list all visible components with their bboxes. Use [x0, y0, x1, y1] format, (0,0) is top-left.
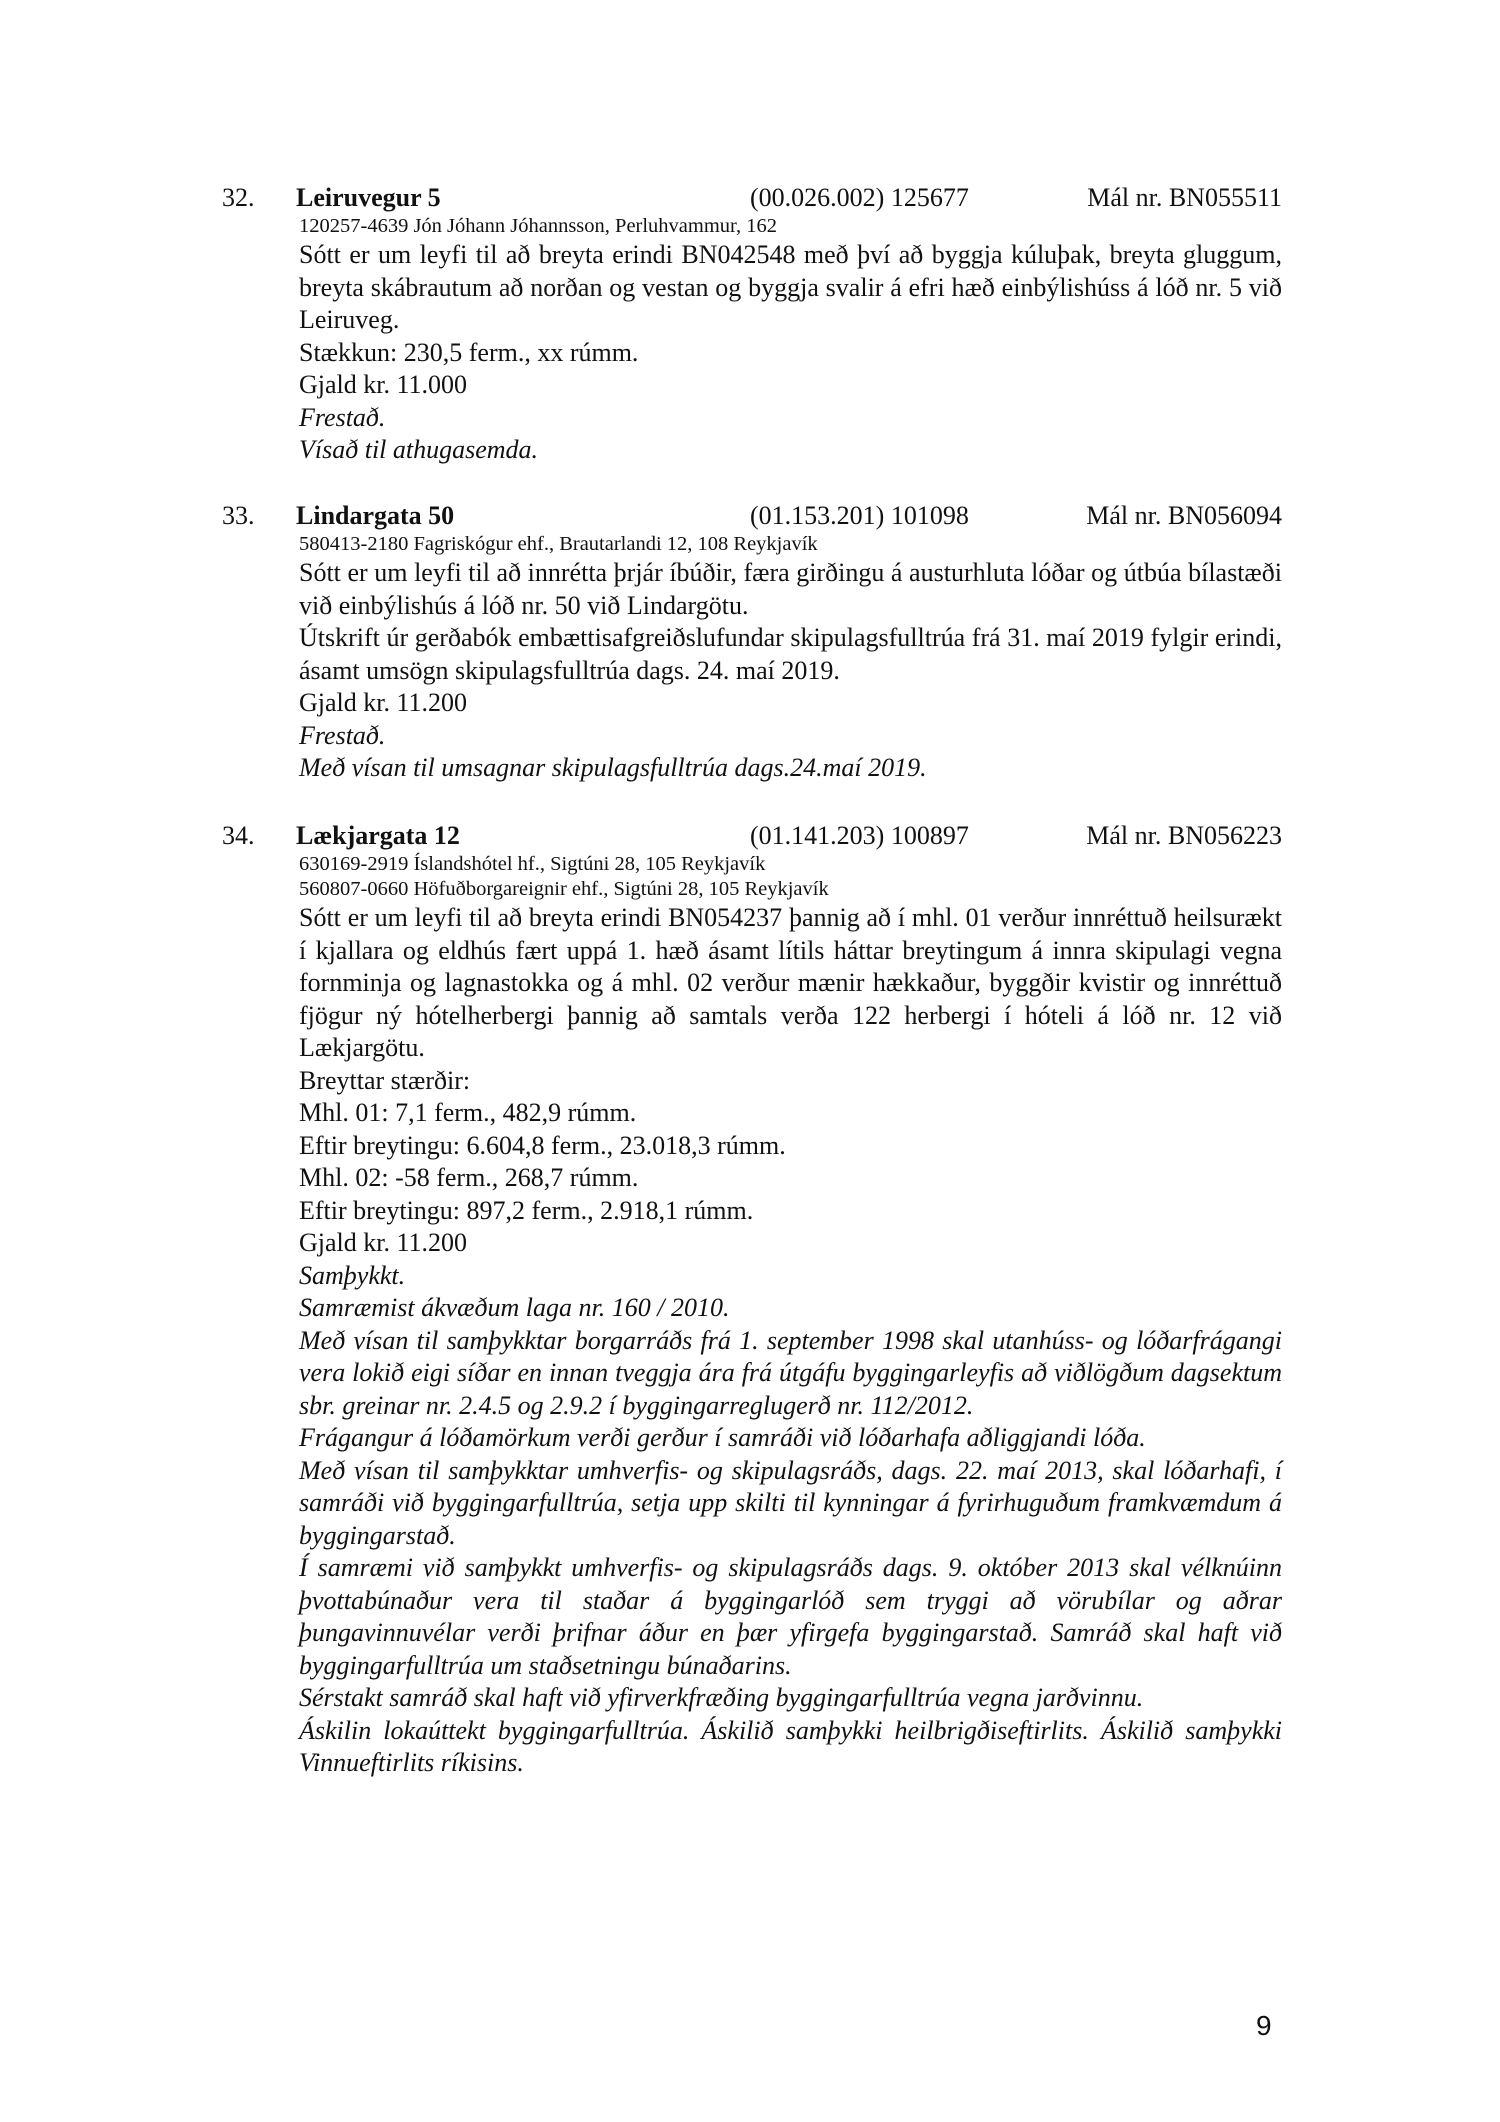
- case-reference: (00.026.002) 125677: [750, 183, 969, 212]
- case-body: [299, 214, 1282, 467]
- case-header: [222, 182, 1282, 214]
- fee-line: Gjald kr. 11.200: [299, 1228, 468, 1257]
- case-number: 33.: [222, 501, 255, 530]
- case-description: Sótt er um leyfi til að breyta erindi BN042548 með því að byggja kúluþak, breyta gluggum, breyta skábrautum að norðan og vestan og byggja svalir á efri hæð einbýlishúss á lóð nr. 5 við Leiruveg.: [299, 240, 1282, 334]
- applicant: 120257-4639 Jón Jóhann Jóhannsson, Perluhvammur, 162: [299, 215, 778, 237]
- fee-line: Gjald kr. 11.200: [299, 688, 468, 717]
- case-number: 34.: [222, 821, 255, 850]
- case-32: [222, 182, 1282, 467]
- case-body: [299, 532, 1282, 785]
- decision-line: Með vísan til samþykktar umhverfis- og skipulagsráðs, dags. 22. maí 2013, skal lóðarhafi, í samráði við byggingarfulltrúa, setja upp skilti til kynningar á fyrirhuguðum framkvæmdum á byggingarstað.: [299, 1455, 1282, 1550]
- decision-line: Frestað.: [299, 402, 386, 432]
- case-id: Mál nr. BN056094: [1086, 501, 1282, 530]
- detail-line: Breyttar stærðir:: [299, 1065, 471, 1095]
- decision-line: Frestað.: [299, 720, 386, 750]
- decision-line: Með vísan til samþykktar borgarráðs frá 1. september 1998 skal utanhúss- og lóðarfrágangi vera lokið eigi síðar en innan tveggja ára frá útgáfu byggingarleyfis að viðlögðum dagsektum sbr. greinar nr. 2.4.5 og 2.9.2 í byggingarreglugerð nr. 112/2012.: [299, 1325, 1282, 1420]
- case-reference: (01.153.201) 101098: [750, 501, 969, 530]
- case-33: [222, 500, 1282, 785]
- applicant: 630169-2919 Íslandshótel hf., Sigtúni 28, 105 Reykjavík: [299, 853, 766, 875]
- case-description: Sótt er um leyfi til að breyta erindi BN054237 þannig að í mhl. 01 verður innréttuð heilsurækt í kjallara og eldhús fært uppá 1. hæð ásamt lítils háttar breytingum á innra skipulagi vegna fornminja og lagnastokka og á mhl. 02 verður mænir hækkaður, byggðir kvistir og innréttuð fjögur ný hótelherbergi þannig að samtals verða 122 herbergi í hóteli á lóð nr. 12 við Lækjargötu.: [299, 903, 1282, 1062]
- decision-line: Í samræmi við samþykkt umhverfis- og skipulagsráðs dags. 9. október 2013 skal vélknúinn þvottabúnaður vera til staðar á byggingarlóð sem tryggi að vörubílar og aðrar þungavinnuvélar verði þrifnar áður en þær yfirgefa byggingarstað. Samráð skal haft við byggingarfulltrúa um staðsetningu búnaðarins.: [299, 1553, 1282, 1680]
- detail-line: Mhl. 02: -58 ferm., 268,7 rúmm.: [299, 1163, 639, 1192]
- case-address: Leiruvegur 5: [296, 183, 441, 212]
- case-header: [222, 500, 1282, 532]
- fee-line: Gjald kr. 11.000: [299, 370, 468, 399]
- decision-line: Áskilin lokaúttekt byggingarfulltrúa. Áskilið samþykki heilbrigðiseftirlits. Áskilið samþykki Vinnueftirlits ríkisins.: [299, 1715, 1282, 1777]
- case-header: [222, 820, 1282, 852]
- decision-line: Sérstakt samráð skal haft við yfirverkfræðing byggingarfulltrúa vegna jarðvinnu.: [299, 1683, 1144, 1712]
- applicant: 580413-2180 Fagriskógur ehf., Brautarlandi 12, 108 Reykjavík: [299, 533, 818, 555]
- case-description: Sótt er um leyfi til að innrétta þrjár íbúðir, færa girðingu á austurhluta lóðar og útbúa bílastæði við einbýlishús á lóð nr. 50 við Lindargötu.: [299, 558, 1282, 620]
- decision-line: Með vísan til umsagnar skipulagsfulltrúa dags.24.maí 2019.: [299, 753, 927, 782]
- detail-line: Stækkun: 230,5 ferm., xx rúmm.: [299, 337, 639, 367]
- applicant: 560807-0660 Höfuðborgareignir ehf., Sigtúni 28, 105 Reykjavík: [299, 878, 829, 900]
- decision-line: Samþykkt.: [299, 1260, 406, 1290]
- decision-line: Vísað til athugasemda.: [299, 435, 539, 464]
- case-id: Mál nr. BN055511: [1087, 183, 1282, 212]
- case-34: [222, 820, 1282, 1780]
- case-id: Mál nr. BN056223: [1086, 821, 1282, 850]
- detail-line: Eftir breytingu: 6.604,8 ferm., 23.018,3 rúmm.: [299, 1130, 786, 1160]
- decision-line: Samræmist ákvæðum laga nr. 160 / 2010.: [299, 1293, 730, 1322]
- case-address: Lindargata 50: [296, 501, 455, 530]
- case-number: 32.: [222, 183, 255, 212]
- page-number: 9: [1256, 2010, 1272, 2041]
- case-extra-note: Útskrift úr gerðabók embættisafgreiðslufundar skipulagsfulltrúa frá 31. maí 2019 fylgir erindi, ásamt umsögn skipulagsfulltrúa dags. 24. maí 2019.: [299, 623, 1282, 685]
- case-reference: (01.141.203) 100897: [750, 821, 969, 850]
- detail-line: Mhl. 01: 7,1 ferm., 482,9 rúmm.: [299, 1098, 637, 1127]
- case-address: Lækjargata 12: [296, 821, 460, 850]
- detail-line: Eftir breytingu: 897,2 ferm., 2.918,1 rúmm.: [299, 1195, 754, 1225]
- case-body: [299, 852, 1282, 1780]
- decision-line: Frágangur á lóðamörkum verði gerður í samráði við lóðarhafa aðliggjandi lóða.: [299, 1423, 1146, 1452]
